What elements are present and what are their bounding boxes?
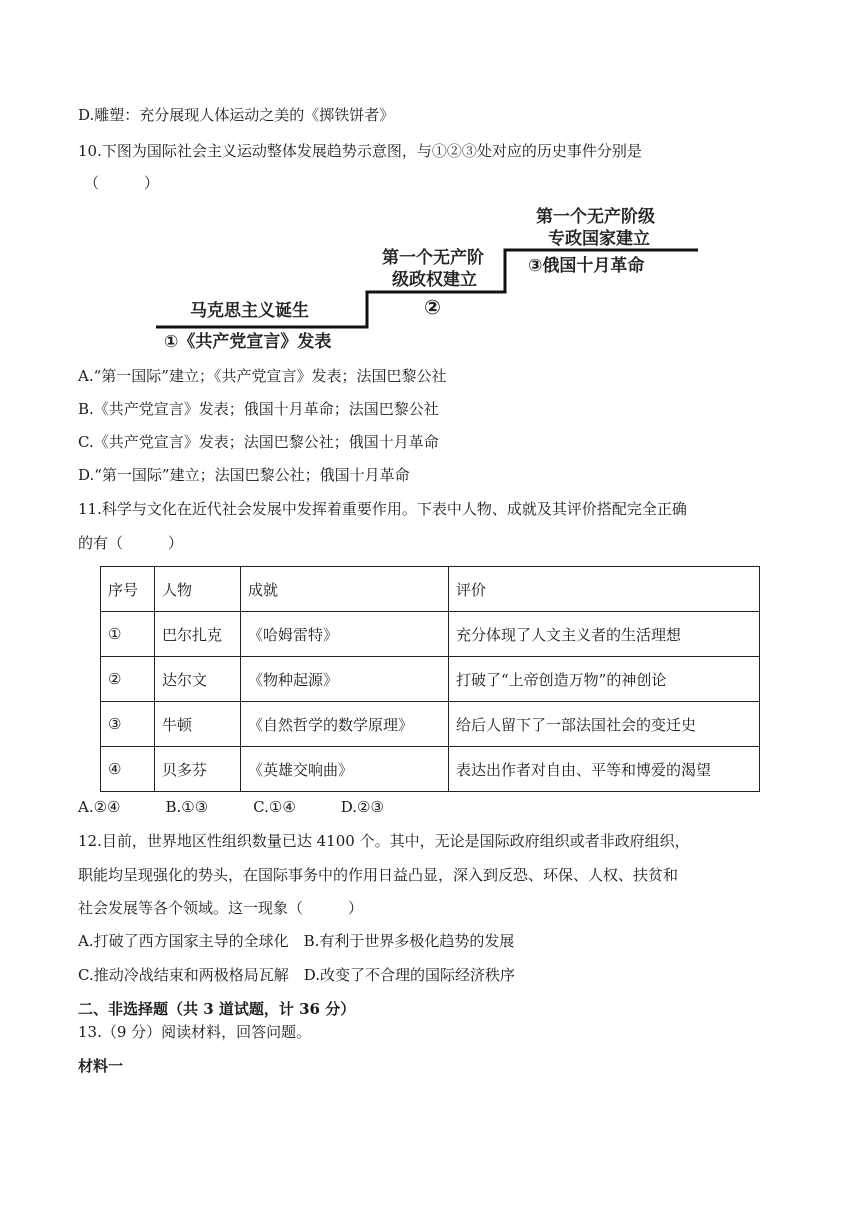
step2-top-label-2: 级政权建立 bbox=[392, 270, 477, 290]
step2-top-label-1: 第一个无产阶 bbox=[382, 248, 484, 268]
table-row bbox=[101, 657, 760, 702]
q9-option-d: D.雕塑：充分展现人体运动之美的《掷铁饼者》 bbox=[78, 106, 395, 124]
q11-table bbox=[100, 566, 760, 792]
q10-option-b: B.《共产党宣言》发表；俄国十月革命；法国巴黎公社 bbox=[78, 400, 439, 418]
table-row bbox=[101, 702, 760, 747]
table-row bbox=[101, 612, 760, 657]
q10-answer-paren: （ ） bbox=[84, 174, 160, 192]
cell-achievement: 《英雄交响曲》 bbox=[241, 747, 449, 792]
cell-person: 巴尔扎克 bbox=[155, 612, 241, 657]
cell-evaluation: 打破了“上帝创造万物”的神创论 bbox=[449, 657, 760, 702]
q13-stem: 13.（9 分）阅读材料，回答问题。 bbox=[78, 1023, 312, 1041]
cell-achievement: 《物种起源》 bbox=[241, 657, 449, 702]
cell-index: ③ bbox=[101, 702, 155, 747]
q11-options: A.②④ B.①③ C.①④ D.②③ bbox=[78, 798, 384, 816]
step3-top-label-1: 第一个无产阶级 bbox=[536, 207, 655, 227]
table-header-row bbox=[101, 567, 760, 612]
cell-evaluation: 表达出作者对自由、平等和博爱的渴望 bbox=[449, 747, 760, 792]
q11-stem-line2: 的有（ ） bbox=[78, 534, 184, 552]
material-heading: 材料一 bbox=[78, 1057, 124, 1075]
cell-person: 达尔文 bbox=[155, 657, 241, 702]
cell-achievement: 《自然哲学的数学原理》 bbox=[241, 702, 449, 747]
q10-option-c: C.《共产党宣言》发表；法国巴黎公社；俄国十月革命 bbox=[78, 433, 439, 451]
q12-stem-line3: 社会发展等各个领域。这一现象（ ） bbox=[78, 899, 364, 917]
table-row bbox=[101, 747, 760, 792]
socialism-trend-diagram bbox=[150, 200, 710, 360]
step1-bottom-label: ①《共产党宣言》发表 bbox=[164, 332, 332, 352]
q10-option-d: D.“第一国际”建立；法国巴黎公社；俄国十月革命 bbox=[78, 466, 410, 484]
cell-evaluation: 充分体现了人文主义者的生活理想 bbox=[449, 612, 760, 657]
section-heading: 二、非选择题（共 3 道试题，计 36 分） bbox=[78, 1000, 356, 1018]
header-cell: 序号 bbox=[101, 567, 155, 612]
cell-person: 牛顿 bbox=[155, 702, 241, 747]
q12-options-ab: A.打破了西方国家主导的全球化 B.有利于世界多极化趋势的发展 bbox=[78, 932, 515, 950]
q12-stem-line2: 职能均呈现强化的势头，在国际事务中的作用日益凸显，深入到反恐、环保、人权、扶贫和 bbox=[78, 866, 679, 884]
q10-option-a: A.“第一国际”建立；《共产党宣言》发表；法国巴黎公社 bbox=[78, 367, 447, 385]
cell-index: ① bbox=[101, 612, 155, 657]
header-cell: 人物 bbox=[155, 567, 241, 612]
cell-achievement: 《哈姆雷特》 bbox=[241, 612, 449, 657]
q12-options-cd: C.推动冷战结束和两极格局瓦解 D.改变了不合理的国际经济秩序 bbox=[78, 966, 515, 984]
step3-top-label-2: 专政国家建立 bbox=[548, 229, 650, 249]
step3-bottom-label: ③俄国十月革命 bbox=[528, 256, 645, 276]
step1-top-label: 马克思主义诞生 bbox=[190, 301, 309, 321]
cell-index: ④ bbox=[101, 747, 155, 792]
cell-person: 贝多芬 bbox=[155, 747, 241, 792]
header-cell: 成就 bbox=[241, 567, 449, 612]
cell-evaluation: 给后人留下了一部法国社会的变迁史 bbox=[449, 702, 760, 747]
q10-stem: 10.下图为国际社会主义运动整体发展趋势示意图，与①②③处对应的历史事件分别是 bbox=[78, 142, 642, 160]
q11-stem-line1: 11.科学与文化在近代社会发展中发挥着重要作用。下表中人物、成就及其评价搭配完全正确 bbox=[78, 500, 687, 518]
step2-bottom-label: ② bbox=[424, 295, 441, 319]
header-cell: 评价 bbox=[449, 567, 760, 612]
cell-index: ② bbox=[101, 657, 155, 702]
q12-stem-line1: 12.目前，世界地区性组织数量已达 4100 个。其中，无论是国际政府组织或者非政府组织， bbox=[78, 832, 690, 850]
